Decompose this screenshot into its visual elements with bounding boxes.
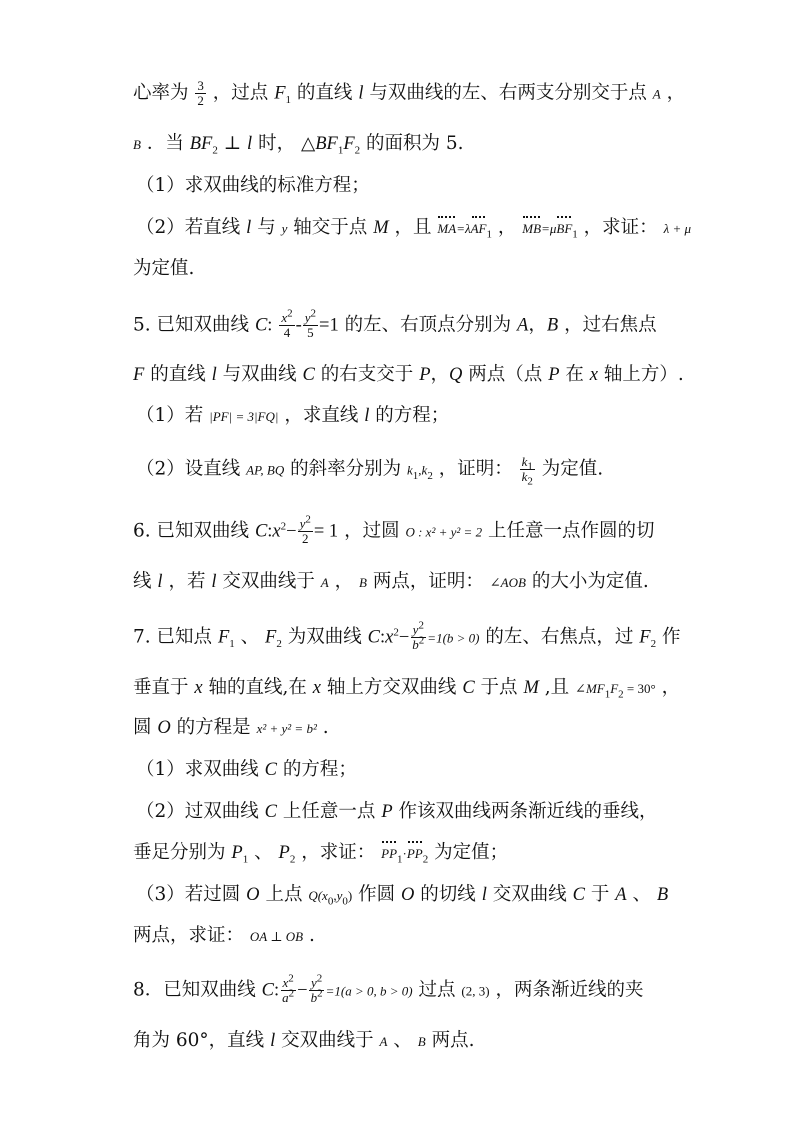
text-line: （1）若 |PF| = 3|FQ| ，求直线 l 的方程； [136,405,450,426]
text-line: 线 l ，若 l 交双曲线于 A ， B 两点，证明： ∠AOB 的大小为定值. [133,571,649,592]
text-line: （2）若直线 l 与 y 轴交于点 M ，且 MA=λAF$_1$ ， MB=μBF$_1$ ，求证： λ + μ [136,217,691,241]
problem-6-stem: 6. 已知双曲线 $C:x^2-$ $\frac{y^2}{2}$ = 1 ，过圆 O : x² + y² = 2 上任意一点作圆的切 [133,513,655,546]
problem-7-stem: 7. 已知点 $F_1$ 、 $F_2$ 为双曲线 $C:x^2-$ $\frac{y^2}{b^2}$ =1(b > 0) 的左、右焦点，过 $F_2$ 作 [133,619,681,652]
text-line: F 的直线 l 与双曲线 C 的右支交于 P，Q 两点（点 P 在 x 轴上方）. [133,364,684,385]
problem-5-stem: 5. 已知双曲线 C: $\frac{x^2}{4}$ - $\frac{y^2}{5}$ =1 的左、右顶点分别为 A，B ，过右焦点 [133,307,657,340]
problem-8-stem: 8．已知双曲线 C: $\frac{x^2}{a^2}$ − $\frac{y^2}{b^2}$ =1(a > 0, b > 0) 过点 (2, 3) ，两条渐近线的夹 [133,972,644,1005]
text-line: 心率为 $\frac{3}{2}$ ，过点 $F_1$ 的直线 l 与双曲线的左、右两支分别交于点 A ， [133,78,686,108]
text-line: 为定值. [133,258,195,279]
text-line: （2）设直线 AP, BQ 的斜率分别为 $k_1,k_2$ ，证明： $\frac{k_1}{k_2}$ 为定值. [136,454,604,488]
text-line: 圆 O 的方程是 x² + y² = b² . [133,717,329,738]
text-line: 垂足分别为 $P_1$ 、 $P_2$ ，求证： $PP_1\cdot PP_2$ 为定值； [133,842,509,866]
text-line: （1）求双曲线的标准方程； [136,175,370,196]
text-line: 两点，求证： OA ⊥ OB . [133,925,315,946]
text-line: 垂直于 x 轴的直线,在 x 轴上方交双曲线 C 于点 M ,且 $\angle MF_1F_2 = 30^\circ$ ， [133,677,681,701]
text-line: 角为 60°，直线 l 交双曲线于 A 、 B 两点. [133,1030,475,1051]
text-line: B ．当 $BF_2$ ⊥ l 时， $\triangle BF_1F_2$ 的面积为 5. [133,133,464,157]
fraction-3-2: $\frac{3}{2}$ [197,78,204,108]
text-line: （1）求双曲线 C 的方程； [136,759,357,780]
text-line: （3）若过圆 O 上点 $Q(x_0,y_0)$ 作圆 O 的切线 l 交双曲线 C 于 A 、 B [136,884,669,908]
text-line: （2）过双曲线 C 上任意一点 P 作该双曲线两条渐近线的垂线， [136,801,658,822]
